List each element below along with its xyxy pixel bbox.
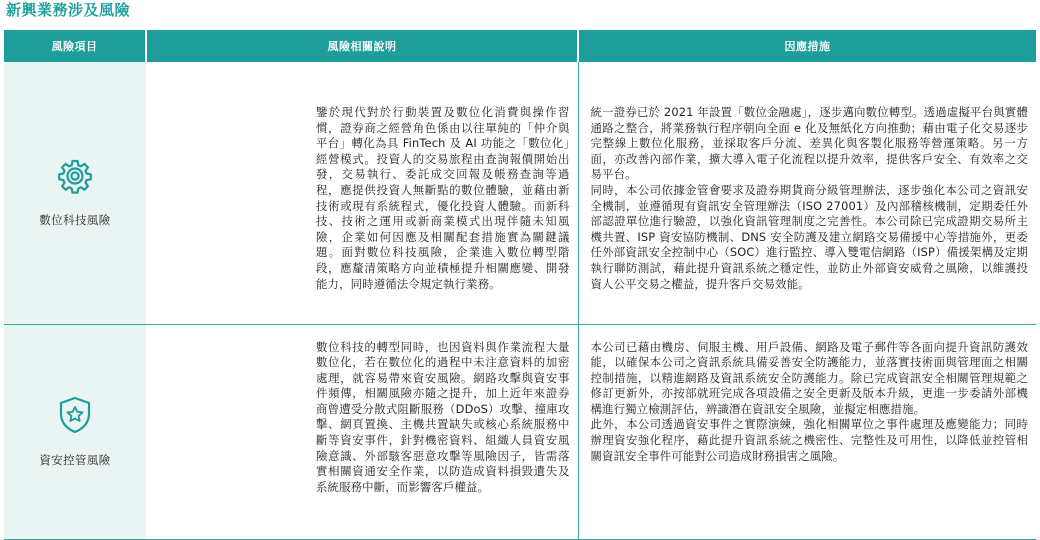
risk-description: 鑒於現代對於行動裝置及數位化消費與操作習慣，證券商之經營角色係由以往單純的「仲介與平台」轉化為具 FinTech 及 AI 功能之「數位化」經營模式。投資人的交易旅程由查詢報價開始出發，交易執行、委託成交回報及帳務查詢等過程，應提供投資人無斷點的數位體驗，並藉由新技術或現有系統程式，優化投資人體驗。而新科技、技術之運用或新商業模式出現伴隨未知風險，企業如何因應及相關配套措施實為關鍵議題。面對數位科技風險，企業進入數位轉型階段，應釐清策略方向並積極提升相關應變、開發能力，同時遵循法令規定執行業務。 (146, 62, 578, 324)
risk-name: 資安控管風險 (39, 452, 111, 467)
risk-item-cell (4, 324, 146, 539)
table-row (4, 324, 1036, 539)
risk-name: 數位科技風險 (39, 212, 111, 227)
risk-description: 數位科技的轉型同時，也因資料與作業流程大量數位化，若在數位化的過程中未注意資料的加密處理，就容易帶來資安風險。網路攻擊與資安事件頻傳，相關風險亦隨之提升，加上近年來證券商曾遭受分散式阻斷服務（DDoS）攻擊、撞庫攻擊、網頁置換、主機共置缺失或核心系統服務中斷等資安事件，針對機密資料、組織人員資安風險意識、外部駭客惡意攻擊等風險因子，皆需落實相關資通安全作業，以防造成資料損毀遺失及系統服務中斷，而影響客戶權益。 (146, 324, 578, 539)
header-risk-item: 風險項目 (4, 30, 146, 62)
gear-icon (57, 158, 93, 194)
risk-table (4, 30, 1036, 540)
page-title: 新興業務涉及風險 (6, 1, 131, 19)
header-response-measures: 因應措施 (578, 30, 1036, 62)
header-risk-description: 風險相關說明 (146, 30, 578, 62)
risk-item-cell (4, 62, 146, 324)
response-measures: 統一證券已於 2021 年設置「數位金融處」，逐步邁向數位轉型。透過虛擬平台與實體通路之整合，將業務執行程序朝向全面 e 化及無紙化方向推動；藉由電子化交易逐步完整線上數位化服務，並採取客戶分流、差異化與客製化服務等營運策略。另一方面，亦改善內部作業，擴大導入電子化流程以提升效率，提供客戶安全、有效率之交易平台。 同時，本公司依據金管會要求及證券期貨商分級管理辦法，逐步強化本公司之資訊安全機制，並遵循現有資訊安全管理辦法（ISO 27001）及內部稽核機制，定期委任外部認證單位進行驗證，以強化資訊管理制度之完善性。本公司除已完成證期交易所主機共置、ISP 資安協防機制、DNS 安全防護及建立網路交易備援中心等措施外，更委任外部資訊安全控制中心（SOC）進行監控、導入雙電信網路（ISP）備援架構及定期執行聯防測試，藉此提升資訊系統之穩定性，並防止外部資安威脅之風險，以維護投資人公平交易之權益，提升客戶交易效能。 (578, 62, 1036, 324)
table-row (4, 62, 1036, 324)
response-measures: 本公司已藉由機房、伺服主機、用戶設備、網路及電子郵件等各面向提升資訊防護效能，以確保本公司之資訊系統具備妥善安全防護能力，並落實技術面與管理面之相關控制措施，以精進網路及資訊系統安全防護能力。除已完成資訊安全相關管理規範之修訂更新外，亦按部就班完成各項設備之安全更新及版本升級，更進一步委請外部機構進行獨立檢測評估，辨識潛在資訊安全風險，並擬定相應措施。 此外，本公司透過資安事件之實際演練，強化相關單位之事件處理及應變能力；同時辦理資安強化程序，藉此提升資訊系統之機密性、完整性及可用性，以降低並控管相關資訊安全事件可能對公司造成財務損害之風險。 (578, 324, 1036, 539)
shield-star-icon (58, 396, 92, 434)
table-header-row (4, 30, 1036, 62)
